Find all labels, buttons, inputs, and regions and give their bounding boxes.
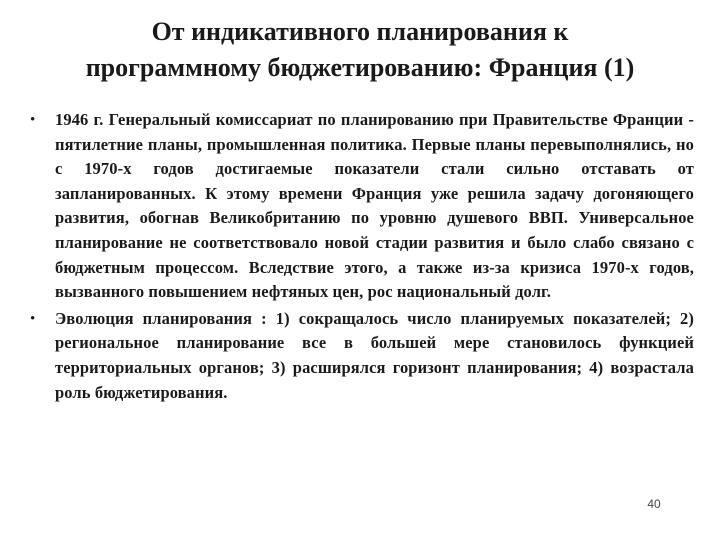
bullet-marker: • bbox=[30, 112, 36, 128]
slide-title-line-2: программному бюджетированию: Франция (1) bbox=[85, 53, 635, 82]
bullet-item bbox=[30, 108, 694, 305]
bullet-text: 1946 г. Генеральный комиссариат по планированию при Правительстве Франции - пятилетние планы, промышленная политика. Первые планы перевыполнялись, но с 1970-х годов достигаемые показатели стали сильно отставать от запланированных. К этому времени Франция уже решила задачу догоняющего развития, обогнав Великобританию по уровню душевого ВВП. Универсальное планирование не соответствовало новой стадии развития и было слабо связано с бюджетным процессом. Вследствие этого, а также из-за кризиса 1970-х годов, вызванного повышением нефтяных цен, рос национальный долг. bbox=[55, 110, 694, 302]
bullet-text: Эволюция планирования : 1) сокращалось число планируемых показателей; 2) региональное планирование все в большей мере становилось функцией территориальных органов; 3) расширялся горизонт планирования; 4) возрастала роль бюджетирования. bbox=[55, 308, 694, 402]
slide-title-line-1: От индикативного планирования к bbox=[151, 17, 569, 46]
bullet-list bbox=[30, 108, 694, 405]
bullet-item bbox=[30, 307, 694, 405]
slide-title bbox=[20, 14, 700, 86]
page-number: 40 bbox=[647, 497, 661, 511]
bullet-marker: • bbox=[30, 310, 36, 327]
